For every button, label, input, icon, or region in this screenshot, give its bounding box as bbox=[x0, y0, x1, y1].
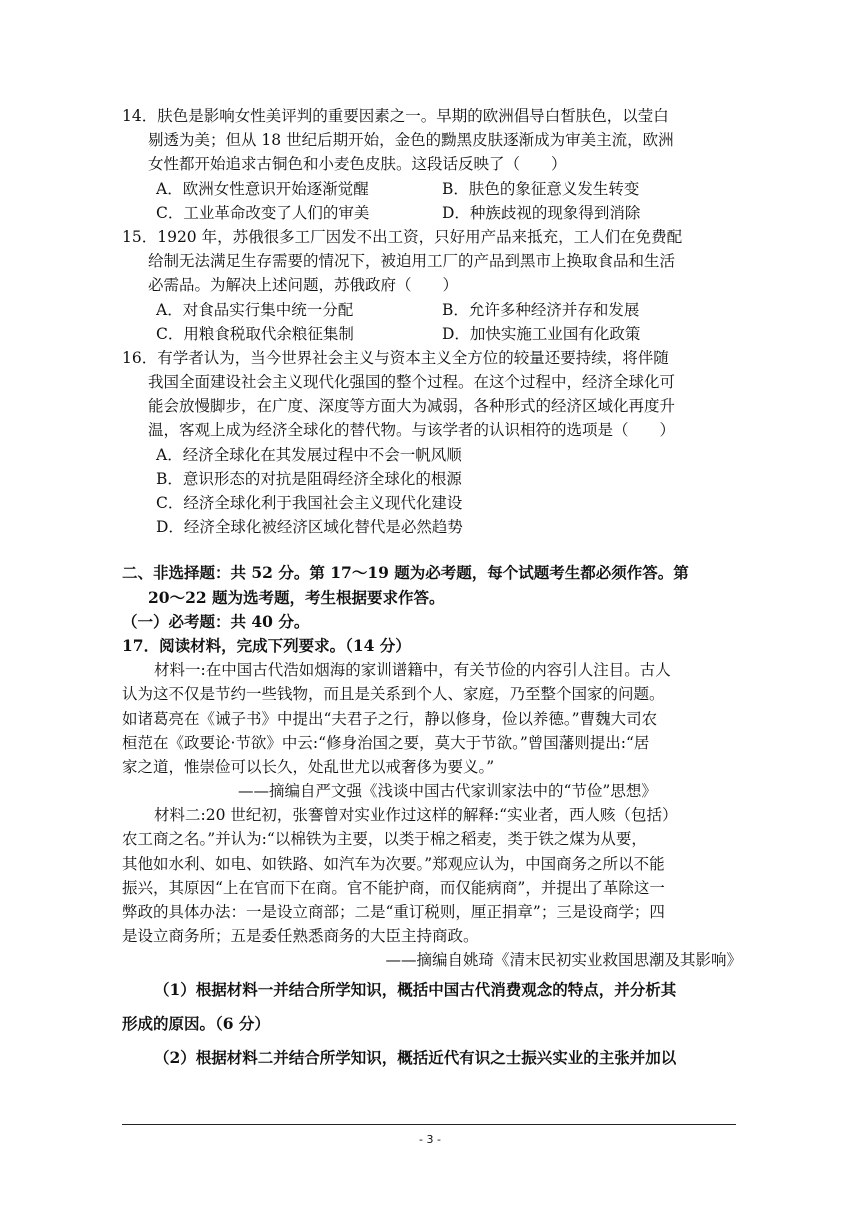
material-1-line: 如诸葛亮在《诫子书》中提出“夫君子之行，静以修身，俭以养德。”曹魏大司农 bbox=[122, 709, 658, 728]
q16-option-d: D．经济全球化被经济区域化替代是必然趋势 bbox=[156, 518, 463, 537]
section-gap bbox=[122, 539, 742, 561]
material-1-line: 桓范在《政要论·节欲》中云:“修身治国之要，莫大于节欲。”曾国藩则提出:“居 bbox=[122, 733, 650, 752]
material-2-line: 振兴，其原因“上在官而下在商。官不能护商，而仅能病商”，并提出了革除这一 bbox=[122, 878, 665, 897]
page-number: - 3 - bbox=[419, 1133, 441, 1146]
question-15 bbox=[122, 225, 742, 346]
material-1-line: 材料一:在中国古代浩如烟海的家训谱籍中，有关节俭的内容引人注目。古人 bbox=[154, 661, 671, 680]
q15-option-a: A．对食品实行集中统一分配 bbox=[156, 300, 354, 319]
material-2-line: 农工商之名。”并认为:“以棉铁为主要，以类于棉之稻麦，类于铁之煤为从要， bbox=[122, 830, 647, 849]
material-1-source: ——摘编自严文强《浅谈中国古代家训家法中的“节俭”思想》 bbox=[238, 782, 657, 801]
material-2-source: ——摘编自姚琦《清末民初实业救国思潮及其影响》 bbox=[385, 951, 742, 970]
q14-option-c: C．工业革命改变了人们的审美 bbox=[156, 203, 370, 222]
q16-option-b: B．意识形态的对抗是阻碍经济全球化的根源 bbox=[156, 469, 462, 488]
q17-title: 17．阅读材料，完成下列要求。（14 分） bbox=[122, 635, 411, 655]
q15-option-b: B．允许多种经济并存和发展 bbox=[442, 300, 640, 319]
q15-options-row bbox=[122, 322, 742, 346]
q17-subquestion-1: （1）根据材料一并结合所学知识，概括中国古代消费观念的特点，并分析其 bbox=[154, 979, 677, 999]
material-2-line: 材料二:20 世纪初，张謇曾对实业作过这样的解释:“实业者，西人赅（包括） bbox=[154, 806, 678, 825]
q16-stem-line: 16．有学者认为，当今世界社会主义与资本主义全方位的较量还要持续，将伴随 bbox=[122, 348, 669, 367]
section-2-heading bbox=[122, 561, 742, 634]
q17-subquestion-2: （2）根据材料二并结合所学知识，概括近代有识之士振兴实业的主张并加以 bbox=[154, 1047, 677, 1067]
q14-option-d: D．种族歧视的现象得到消除 bbox=[442, 203, 641, 222]
q16-stem-line: 能会放慢脚步，在广度、深度等方面大为减弱，各种形式的经济区域化再度升 bbox=[148, 397, 676, 416]
q15-stem-line: 给制无法满足生存需要的情况下，被迫用工厂的产品到黑市上换取食品和生活 bbox=[148, 252, 676, 271]
page-content bbox=[122, 104, 742, 1075]
q15-stem-line: 必需品。为解决上述问题，苏俄政府（ ） bbox=[148, 276, 459, 295]
footer-divider bbox=[122, 1124, 736, 1125]
q16-option-c: C．经济全球化利于我国社会主义现代化建设 bbox=[156, 494, 463, 512]
q16-option-a: A．经济全球化在其发展过程中不会一帆风顺 bbox=[156, 445, 462, 464]
q14-stem-line: 剔透为美；但从 18 世纪后期开始，金色的黝黑皮肤逐渐成为审美主流，欧洲 bbox=[148, 131, 674, 150]
q14-option-b: B．肤色的象征意义发生转变 bbox=[442, 179, 640, 198]
q14-options-row bbox=[122, 201, 742, 225]
q15-option-d: D．加快实施工业国有化政策 bbox=[442, 324, 641, 343]
question-17 bbox=[122, 634, 742, 1075]
q15-options-row bbox=[122, 298, 742, 322]
q14-options-row bbox=[122, 177, 742, 201]
section-subheading: （一）必考题：共 40 分。 bbox=[122, 611, 310, 631]
q16-stem-line: 我国全面建设社会主义现代化强国的整个过程。在这个过程中，经济全球化可 bbox=[148, 373, 676, 392]
material-2-line: 弊政的具体办法：一是设立商部；二是“重订税则，厘正捐章”；三是设商学；四 bbox=[122, 903, 665, 921]
q17-subquestion-1-cont: 形成的原因。（6 分） bbox=[122, 1013, 270, 1033]
material-1-line: 认为这不仅是节约一些钱物，而且是关系到个人、家庭，乃至整个国家的问题。 bbox=[122, 685, 665, 704]
section-heading-line: 20～22 题为选考题，考生根据要求作答。 bbox=[148, 587, 445, 607]
material-2-line: 是设立商务所；五是委任熟悉商务的大臣主持商政。 bbox=[122, 927, 479, 946]
q15-stem-line: 15．1920 年，苏俄很多工厂因发不出工资，只好用产品来抵充，工人们在免费配 bbox=[122, 227, 683, 246]
q15-option-c: C．用粮食税取代余粮征集制 bbox=[156, 324, 354, 343]
q14-stem-line: 女性都开始追求古铜色和小麦色皮肤。这段话反映了（ ） bbox=[148, 155, 567, 174]
q16-stem-line: 温，客观上成为经济全球化的替代物。与该学者的认识相符的选项是（ ） bbox=[148, 421, 676, 440]
material-1-line: 家之道，惟崇俭可以长久，处乱世尤以戒奢侈为要义。” bbox=[122, 757, 495, 776]
material-2-line: 其他如水利、如电、如铁路、如汽车为次要。”郑观应认为，中国商务之所以不能 bbox=[122, 854, 665, 873]
question-16 bbox=[122, 346, 742, 540]
q14-option-a: A．欧洲女性意识开始逐渐觉醒 bbox=[156, 179, 369, 198]
question-14 bbox=[122, 104, 742, 225]
section-heading-line: 二、非选择题：共 52 分。第 17～19 题为必考题，每个试题考生都必须作答。第 bbox=[122, 563, 689, 583]
q14-stem-line: 14．肤色是影响女性美评判的重要因素之一。早期的欧洲倡导白皙肤色，以莹白 bbox=[122, 107, 669, 125]
